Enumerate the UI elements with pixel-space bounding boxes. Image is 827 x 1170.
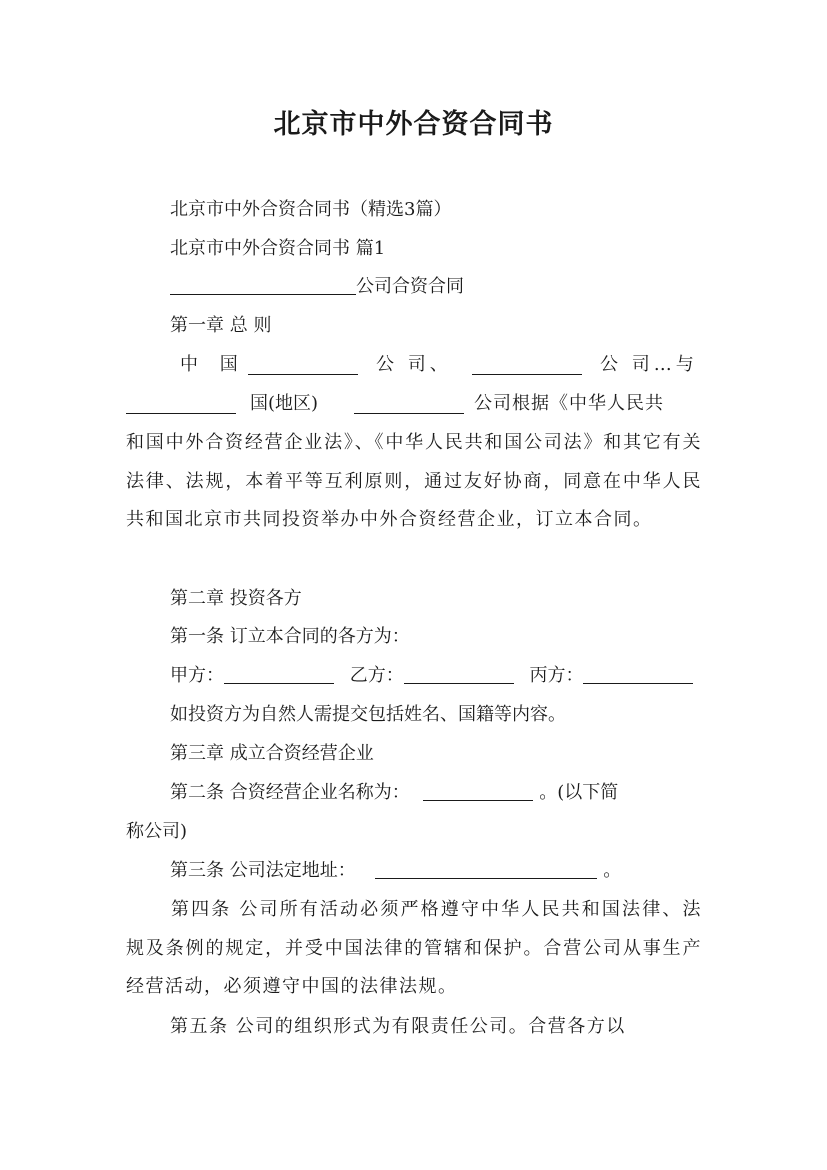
chapter-heading: 第三章 成立合资经营企业: [170, 743, 374, 764]
note: 如投资方为自然人需提交包括姓名、国籍等内容。: [170, 704, 566, 725]
blank-line: [583, 664, 693, 684]
blank-line: [375, 859, 597, 879]
article: 第一条 订立本合同的各方为：: [170, 626, 410, 647]
blank-line: [126, 394, 236, 414]
party-c-label: 丙方：: [529, 665, 584, 686]
article-text: 。: [603, 860, 622, 881]
article: 第五条 公司的组织形式为有限责任公司。合营各方以: [170, 1016, 626, 1037]
text-fragment: 中 国: [180, 354, 246, 375]
article-text: 第三条 公司法定地址：: [170, 860, 356, 881]
chapter-heading: 第二章 投资各方: [170, 588, 302, 609]
parties-line: [170, 657, 710, 696]
blank-line: [423, 781, 533, 801]
blank-line: [472, 355, 582, 375]
article-continuation: 称公司): [126, 821, 188, 842]
contract-name-suffix: 公司合资合同: [356, 276, 464, 297]
blank-line: [404, 664, 514, 684]
text-fragment: 公 司、: [376, 354, 452, 375]
document-title: 北京市中外合资合同书: [273, 109, 554, 140]
text-fragment: 公 司…与: [600, 354, 698, 375]
text-fragment: 公司根据《中华人民共: [474, 393, 664, 414]
article: [170, 774, 710, 813]
article-text: 第二条 合资经营企业名称为：: [170, 782, 410, 803]
blank-line: [248, 355, 358, 375]
blank-line: [224, 664, 334, 684]
chapter-heading: 第一章 总 则: [170, 315, 272, 336]
article: 第四条 公司所有活动必须严格遵守中华人民共和国法律、法规及条例的规定，并受中国法律的管辖和保护。合营公司从事生产经营活动，必须遵守中国的法律法规。: [126, 899, 702, 997]
part-heading: 北京市中外合资合同书 篇1: [170, 238, 386, 259]
text-fragment: 国(地区): [250, 393, 319, 414]
contract-name-line: [170, 268, 746, 307]
paragraph: 和国中外合资经营企业法》、《中华人民共和国公司法》和其它有关法律、法规，本着平等互利原则，通过友好协商，同意在中华人民共和国北京市共同投资举办中外合资经营企业，订立本合同。: [126, 432, 702, 530]
blank-line: [170, 275, 356, 295]
article: [170, 852, 710, 891]
subtitle: 北京市中外合资合同书（精选3篇）: [170, 199, 452, 220]
article-text: 。(以下简: [539, 782, 619, 803]
party-b-label: 乙方：: [349, 665, 404, 686]
party-a-label: 甲方：: [170, 665, 224, 686]
blank-line: [354, 394, 464, 414]
